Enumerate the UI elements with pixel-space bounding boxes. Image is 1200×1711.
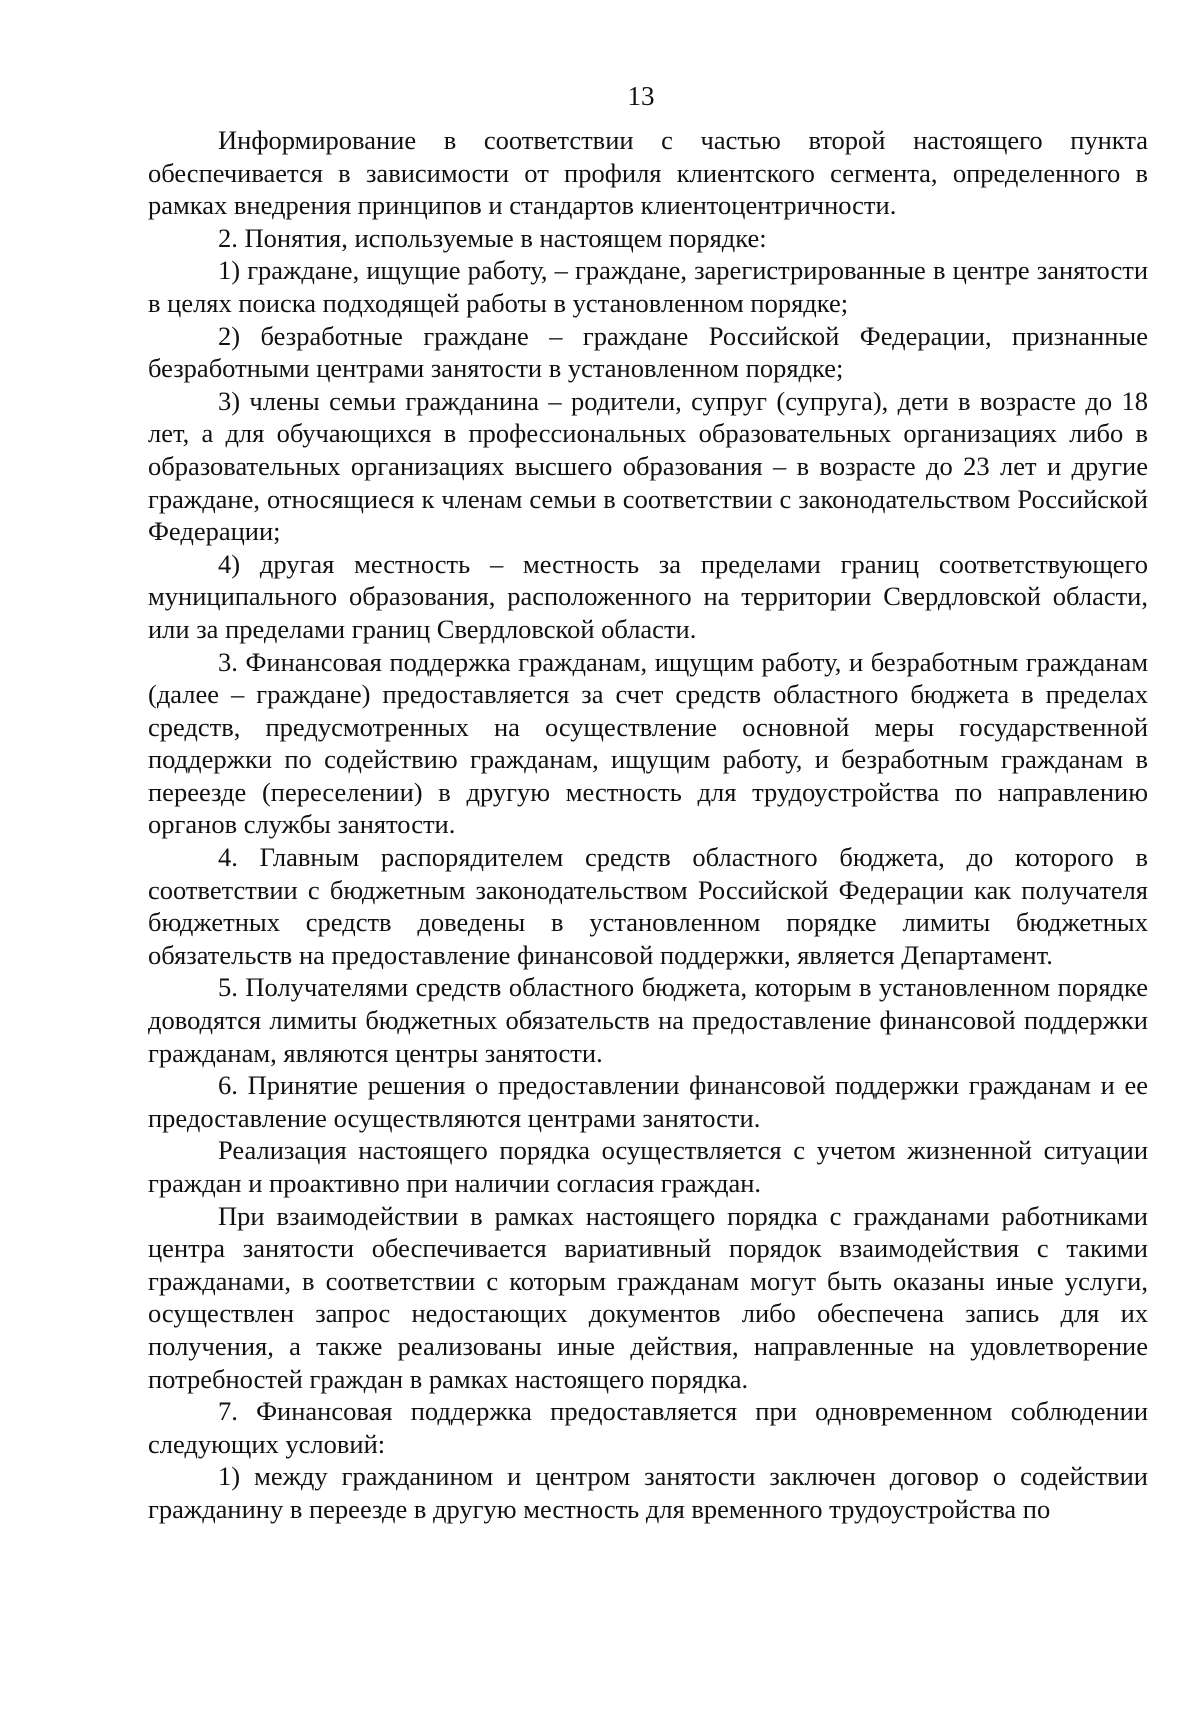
paragraph-implementation: Реализация настоящего порядка осуществляется с учетом жизненной ситуации граждан и проактивно при наличии согласия граждан. xyxy=(148,1135,1148,1198)
paragraph-5-recipients: 5. Получателями средств областного бюджета, которым в установленном порядке доводятся лимиты бюджетных обязательств на предоставление финансовой поддержки гражданам, являются центры занятости. xyxy=(148,972,1148,1068)
paragraph-2-1-job-seekers: 1) граждане, ищущие работу, – граждане, зарегистрированные в центре занятости в целях поиска подходящей работы в установленном порядке; xyxy=(148,255,1148,318)
paragraph-informing: Информирование в соответствии с частью второй настоящего пункта обеспечивается в зависимости от профиля клиентского сегмента, определенного в рамках внедрения принципов и стандартов клиентоцентричности. xyxy=(148,125,1148,221)
paragraph-4-chief-administrator: 4. Главным распорядителем средств областного бюджета, до которого в соответствии с бюджетным законодательством Российской Федерации как получателя бюджетных средств доведены в установленном порядке лимиты бюджетных обязательств на предоставление финансовой поддержки, является Департамент. xyxy=(148,842,1148,970)
paragraph-interaction: При взаимодействии в рамках настоящего порядка с гражданами работниками центра занятости обеспечивается вариативный порядок взаимодействия с такими гражданами, в соответствии с которым гражданам могут быть оказаны иные услуги, осуществлен запрос недостающих документов либо обеспечена запись для их получения, а также реализованы иные действия, направленные на удовлетворение потребностей граждан в рамках настоящего порядка. xyxy=(148,1200,1148,1394)
paragraph-6-decision: 6. Принятие решения о предоставлении финансовой поддержки гражданам и ее предоставление осуществляются центрами занятости. xyxy=(148,1070,1148,1133)
paragraph-3-financial-support: 3. Финансовая поддержка гражданам, ищущим работу, и безработным гражданам (далее – граждане) предоставляется за счет средств областного бюджета в пределах средств, предусмотренных на осуществление основной меры государственной поддержки по содействию гражданам, ищущим работу, и безработным гражданам в переезде (переселении) в другую местность для трудоустройства по направлению органов службы занятости. xyxy=(148,646,1148,840)
document-body xyxy=(148,124,1148,1526)
paragraph-2-3-family-members: 3) члены семьи гражданина – родители, супруг (супруга), дети в возрасте до 18 лет, а для обучающихся в профессиональных образовательных организациях либо в образовательных организациях высшего образования – в возрасте до 23 лет и другие граждане, относящиеся к членам семьи в соответствии с законодательством Российской Федерации; xyxy=(148,385,1148,547)
paragraph-7-1-contract: 1) между гражданином и центром занятости заключен договор о содействии гражданину в переезде в другую местность для временного трудоустройства по xyxy=(148,1461,1148,1524)
paragraph-2-2-unemployed: 2) безработные граждане – граждане Российской Федерации, признанные безработными центрами занятости в установленном порядке; xyxy=(148,320,1148,384)
paragraph-2-concepts: 2. Понятия, используемые в настоящем порядке: xyxy=(218,222,767,253)
paragraph-7-conditions: 7. Финансовая поддержка предоставляется при одновременном соблюдении следующих условий: xyxy=(148,1396,1148,1459)
paragraph-2-4-other-locality: 4) другая местность – местность за пределами границ соответствующего муниципального образования, расположенного на территории Свердловской области, или за пределами границ Свердловской области. xyxy=(148,548,1148,644)
page-number: 13 xyxy=(627,81,655,111)
